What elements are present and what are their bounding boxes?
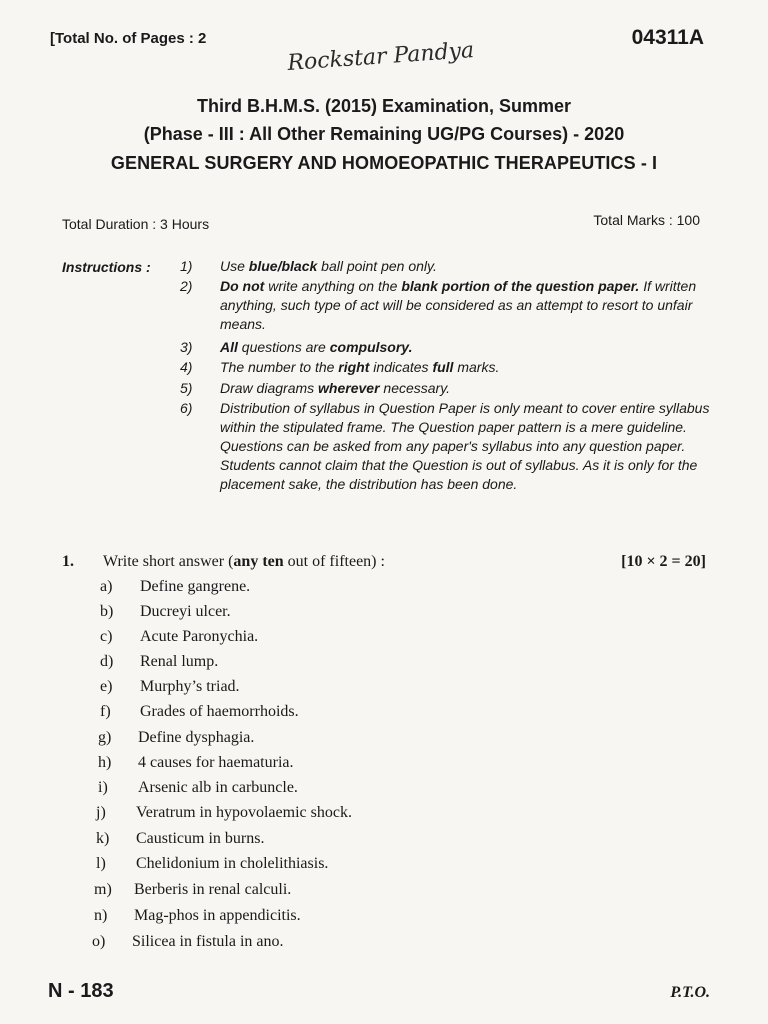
- instruction-item: [180, 399, 710, 494]
- subitem-label: m): [94, 881, 112, 898]
- handwritten-signature: [284, 38, 494, 82]
- subitem-label: b): [100, 603, 114, 620]
- exam-phase: (Phase - III : All Other Remaining UG/PG Courses) - 2020: [143, 124, 625, 144]
- instruction-text: Use blue/black ball point pen only.: [220, 258, 437, 274]
- instruction-text: The number to the right indicates full marks.: [220, 359, 500, 375]
- subitem-text: Arsenic alb in carbuncle.: [138, 779, 298, 796]
- subitem-text: Define gangrene.: [140, 578, 251, 595]
- subitem-label: h): [98, 754, 112, 771]
- subitem-text: Ducreyi ulcer.: [140, 603, 231, 620]
- subitem-label: d): [100, 653, 114, 670]
- instruction-item: [180, 338, 710, 357]
- instruction-item: [180, 277, 710, 334]
- instruction-number: 1): [180, 258, 193, 274]
- subitem-text: Silicea in fistula in ano.: [132, 933, 284, 950]
- question-marks: [10 × 2 = 20]: [621, 553, 706, 570]
- subitem-text: Chelidonium in cholelithiasis.: [136, 855, 329, 872]
- exam-title: Third B.H.M.S. (2015) Examination, Summer: [196, 96, 572, 116]
- total-pages: [Total No. of Pages : 2: [50, 30, 207, 47]
- subitem-label: g): [98, 729, 112, 746]
- subitem-label: o): [92, 933, 106, 950]
- subitem-text: 4 causes for haematuria.: [138, 754, 294, 771]
- total-duration: Total Duration : 3 Hours: [62, 216, 210, 232]
- paper-code: 04311A: [631, 26, 704, 49]
- svg-text:Rockstar Pandya: Rockstar Pandya: [286, 38, 475, 76]
- subitem-text: Renal lump.: [140, 653, 219, 670]
- instruction-number: 2): [180, 278, 193, 294]
- question-number: 1.: [62, 553, 74, 570]
- instructions-label: Instructions :: [62, 259, 151, 275]
- instruction-number: 6): [180, 400, 193, 416]
- instruction-text: All questions are compulsory.: [220, 339, 413, 355]
- total-marks: Total Marks : 100: [593, 212, 700, 228]
- subject-title: GENERAL SURGERY AND HOMOEOPATHIC THERAPEUTICS - I: [110, 153, 658, 173]
- instruction-number: 4): [180, 359, 193, 375]
- subitem-text: Veratrum in hypovolaemic shock.: [136, 804, 352, 821]
- instruction-number: 3): [180, 339, 193, 355]
- subitem-label: i): [98, 779, 108, 796]
- footer-code: N - 183: [48, 980, 114, 1002]
- instruction-item: [180, 379, 710, 398]
- subitem-text: Acute Paronychia.: [140, 628, 259, 645]
- subitem-label: a): [100, 578, 113, 595]
- subitem-label: n): [94, 907, 108, 924]
- subitem-text: Define dysphagia.: [138, 729, 255, 746]
- subitem-text: Grades of haemorrhoids.: [140, 703, 299, 720]
- instruction-number: 5): [180, 380, 193, 396]
- question-text: Write short answer (any ten out of fifteen) :: [103, 553, 385, 570]
- pto-label: P.T.O.: [670, 984, 710, 1001]
- subitem-label: e): [100, 678, 113, 695]
- instruction-item: [180, 358, 710, 377]
- instruction-text: Do not write anything on the blank portion of the question paper. If written anything, such type of act will be considered as an attempt to resort to unfair means.: [220, 278, 697, 332]
- subitem-text: Mag-phos in appendicitis.: [134, 907, 301, 924]
- subitem-label: k): [96, 830, 110, 847]
- subitem-text: Berberis in renal calculi.: [134, 881, 292, 898]
- subitem-text: Causticum in burns.: [136, 830, 265, 847]
- subitem-label: f): [100, 703, 111, 720]
- subitem-label: c): [100, 628, 113, 645]
- instruction-text: Distribution of syllabus in Question Paper is only meant to cover entire syllabus within the stipulated frame. The Question paper pattern is a mere guideline. Questions can be asked from any paper's syllabus into any question paper. Students cannot claim that the Question is out of syllabus. As it is only for the placement sake, the distribution has been done.: [220, 400, 710, 492]
- subitem-label: j): [96, 804, 106, 821]
- instruction-text: Draw diagrams wherever necessary.: [220, 380, 451, 396]
- instruction-item: [180, 257, 710, 276]
- subitem-label: l): [96, 855, 106, 872]
- subitem-text: Murphy’s triad.: [140, 678, 240, 695]
